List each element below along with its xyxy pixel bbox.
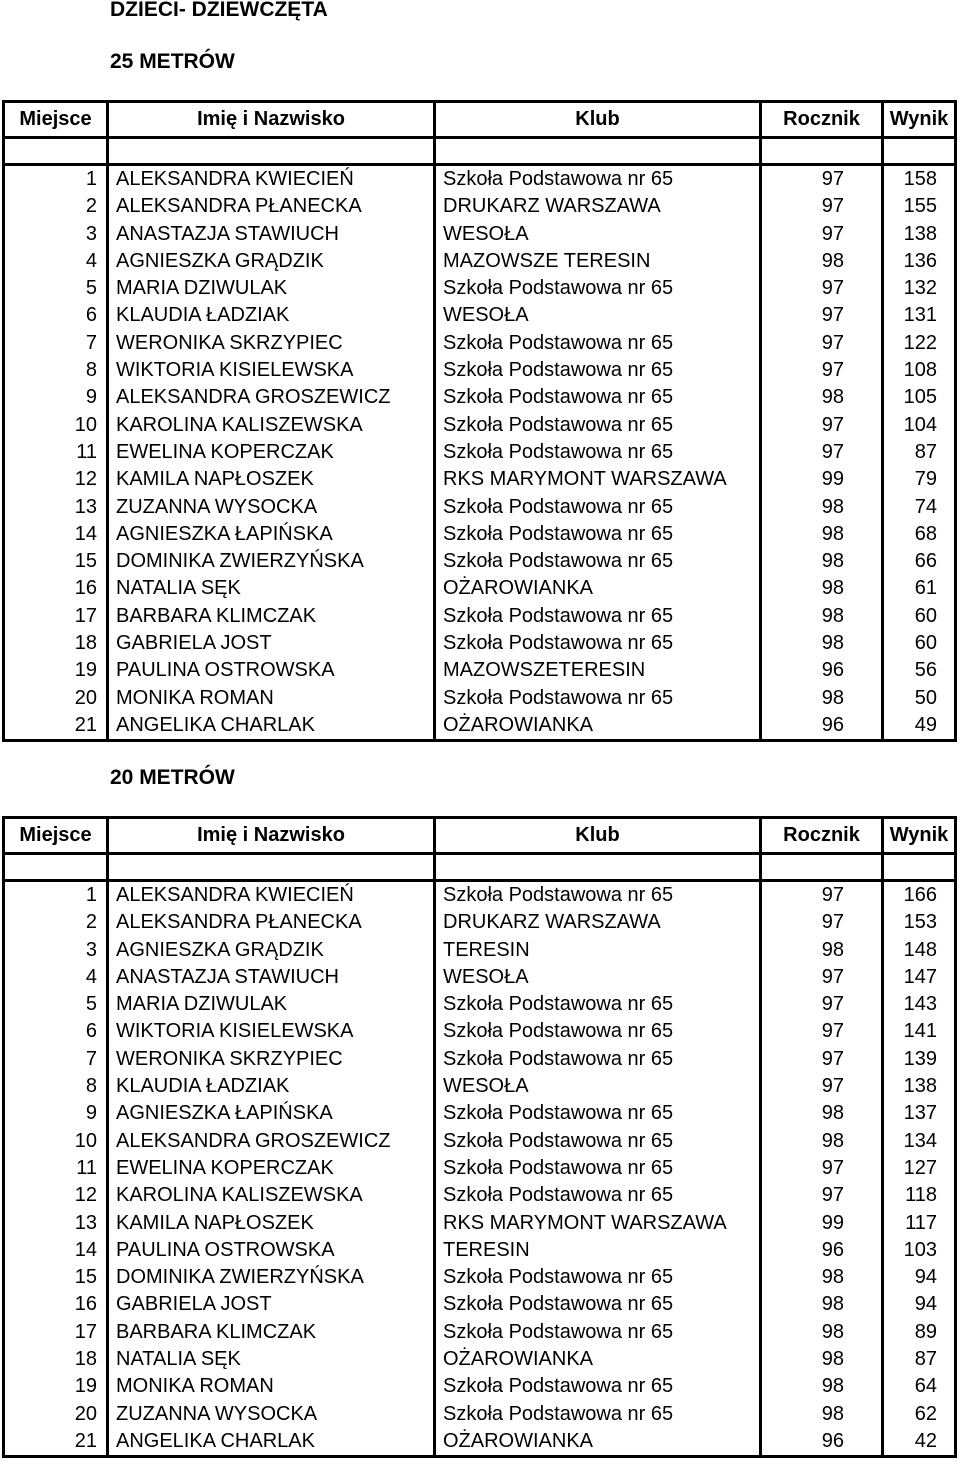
table-row xyxy=(5,248,954,275)
header-imie: Imię i Nazwisko xyxy=(197,824,345,846)
rocznik-cell: 98 xyxy=(821,577,844,600)
miejsce-cell: 21 xyxy=(74,713,97,736)
klub-cell: DRUKARZ WARSZAWA xyxy=(443,911,661,934)
table-row xyxy=(5,1237,954,1264)
klub-cell: Szkoła Podstawowa nr 65 xyxy=(443,386,674,409)
wynik-cell: 131 xyxy=(903,304,937,327)
table-row xyxy=(5,991,954,1018)
miejsce-cell: 15 xyxy=(74,1266,97,1289)
rocznik-cell: 97 xyxy=(821,413,844,436)
imie-cell: ANGELIKA CHARLAK xyxy=(116,713,315,736)
wynik-cell: 79 xyxy=(914,468,937,491)
imie-cell: ANASTAZJA STAWIUCH xyxy=(116,965,339,988)
imie-cell: ALEKSANDRA GROSZEWICZ xyxy=(116,386,391,409)
rocznik-cell: 97 xyxy=(821,911,844,934)
klub-cell: Szkoła Podstawowa nr 65 xyxy=(443,884,674,906)
header-miejsce: Miejsce xyxy=(19,108,92,130)
klub-cell: Szkoła Podstawowa nr 65 xyxy=(443,686,674,709)
rocznik-cell: 98 xyxy=(821,495,844,518)
table-row xyxy=(5,937,954,964)
table-spacer xyxy=(5,855,954,882)
klub-cell: Szkoła Podstawowa nr 65 xyxy=(443,632,674,655)
table-spacer xyxy=(5,139,954,166)
imie-cell: MONIKA ROMAN xyxy=(116,686,274,709)
miejsce-cell: 13 xyxy=(74,495,97,518)
miejsce-cell: 19 xyxy=(74,1375,97,1398)
imie-cell: AGNIESZKA ŁAPIŃSKA xyxy=(116,522,333,545)
wynik-cell: 49 xyxy=(914,713,937,736)
klub-cell: MAZOWSZETERESIN xyxy=(443,659,646,682)
table-row xyxy=(5,1210,954,1237)
miejsce-cell: 20 xyxy=(74,686,97,709)
table-row xyxy=(5,521,954,548)
miejsce-cell: 9 xyxy=(85,1102,97,1125)
klub-cell: RKS MARYMONT WARSZAWA xyxy=(443,1211,727,1234)
rocznik-cell: 98 xyxy=(821,1402,844,1425)
miejsce-cell: 18 xyxy=(74,632,97,655)
table-row xyxy=(5,575,954,602)
imie-cell: MARIA DZIWULAK xyxy=(116,993,288,1016)
miejsce-cell: 11 xyxy=(76,440,97,463)
klub-cell: Szkoła Podstawowa nr 65 xyxy=(443,522,674,545)
miejsce-cell: 5 xyxy=(85,993,97,1016)
wynik-cell: 132 xyxy=(903,277,937,300)
klub-cell: Szkoła Podstawowa nr 65 xyxy=(443,495,674,518)
imie-cell: AGNIESZKA GRĄDZIK xyxy=(116,938,324,961)
wynik-cell: 94 xyxy=(914,1266,937,1289)
klub-cell: WESOŁA xyxy=(443,1075,529,1098)
klub-cell: Szkoła Podstawowa nr 65 xyxy=(443,1293,674,1316)
klub-cell: Szkoła Podstawowa nr 65 xyxy=(443,413,674,436)
miejsce-cell: 18 xyxy=(74,1348,97,1371)
header-miejsce: Miejsce xyxy=(19,824,92,846)
klub-cell: Szkoła Podstawowa nr 65 xyxy=(443,993,674,1016)
rocznik-cell: 97 xyxy=(821,1156,844,1179)
miejsce-cell: 12 xyxy=(74,468,97,491)
table-header xyxy=(5,819,954,855)
miejsce-cell: 4 xyxy=(85,965,97,988)
imie-cell: GABRIELA JOST xyxy=(116,632,272,655)
wynik-cell: 155 xyxy=(903,195,937,218)
wynik-cell: 134 xyxy=(903,1129,937,1152)
table-row xyxy=(5,1155,954,1182)
miejsce-cell: 1 xyxy=(85,884,97,906)
klub-cell: OŻAROWIANKA xyxy=(443,713,594,736)
miejsce-cell: 3 xyxy=(85,938,97,961)
rocznik-cell: 97 xyxy=(821,304,844,327)
table-row xyxy=(5,166,954,193)
table-row xyxy=(5,964,954,991)
wynik-cell: 56 xyxy=(914,659,937,682)
imie-cell: BARBARA KLIMCZAK xyxy=(116,1320,317,1343)
wynik-cell: 127 xyxy=(903,1156,937,1179)
imie-cell: EWELINA KOPERCZAK xyxy=(116,1156,334,1179)
miejsce-cell: 19 xyxy=(74,659,97,682)
miejsce-cell: 17 xyxy=(74,604,97,627)
table-row xyxy=(5,1428,954,1455)
table-row xyxy=(5,302,954,329)
table-row xyxy=(5,1018,954,1045)
imie-cell: ALEKSANDRA GROSZEWICZ xyxy=(116,1129,391,1152)
imie-cell: GABRIELA JOST xyxy=(116,1293,272,1316)
table-row xyxy=(5,357,954,384)
rocznik-cell: 98 xyxy=(821,1348,844,1371)
wynik-cell: 60 xyxy=(914,632,937,655)
document-title: DZIECI- DZIEWCZĘTA xyxy=(110,0,328,21)
header-imie: Imię i Nazwisko xyxy=(197,108,345,130)
miejsce-cell: 14 xyxy=(74,522,97,545)
wynik-cell: 104 xyxy=(903,413,937,436)
rocznik-cell: 97 xyxy=(821,440,844,463)
klub-cell: Szkoła Podstawowa nr 65 xyxy=(443,1375,674,1398)
miejsce-cell: 6 xyxy=(85,1020,97,1043)
klub-cell: Szkoła Podstawowa nr 65 xyxy=(443,1156,674,1179)
imie-cell: ANGELIKA CHARLAK xyxy=(116,1429,315,1452)
rocznik-cell: 96 xyxy=(821,1429,844,1452)
table-row xyxy=(5,275,954,302)
klub-cell: MAZOWSZE TERESIN xyxy=(443,249,651,272)
miejsce-cell: 7 xyxy=(85,331,97,354)
imie-cell: WERONIKA SKRZYPIEC xyxy=(116,1047,343,1070)
rocznik-cell: 97 xyxy=(821,222,844,245)
miejsce-cell: 14 xyxy=(74,1238,97,1261)
wynik-cell: 108 xyxy=(903,359,937,382)
klub-cell: Szkoła Podstawowa nr 65 xyxy=(443,440,674,463)
header-wynik: Wynik xyxy=(889,824,949,846)
imie-cell: WERONIKA SKRZYPIEC xyxy=(116,331,343,354)
imie-cell: KAROLINA KALISZEWSKA xyxy=(116,1184,363,1207)
klub-cell: Szkoła Podstawowa nr 65 xyxy=(443,1102,674,1125)
rocznik-cell: 98 xyxy=(821,550,844,573)
klub-cell: Szkoła Podstawowa nr 65 xyxy=(443,550,674,573)
table-row xyxy=(5,193,954,220)
imie-cell: ALEKSANDRA PŁANECKA xyxy=(116,195,362,218)
wynik-cell: 64 xyxy=(914,1375,937,1398)
table-body xyxy=(5,882,954,1455)
rocznik-cell: 96 xyxy=(821,713,844,736)
imie-cell: KLAUDIA ŁADZIAK xyxy=(116,1075,290,1098)
klub-cell: Szkoła Podstawowa nr 65 xyxy=(443,1047,674,1070)
miejsce-cell: 8 xyxy=(85,359,97,382)
rocznik-cell: 97 xyxy=(821,195,844,218)
klub-cell: Szkoła Podstawowa nr 65 xyxy=(443,168,674,190)
wynik-cell: 147 xyxy=(903,965,937,988)
wynik-cell: 60 xyxy=(914,604,937,627)
wynik-cell: 122 xyxy=(903,331,937,354)
klub-cell: Szkoła Podstawowa nr 65 xyxy=(443,1402,674,1425)
miejsce-cell: 17 xyxy=(74,1320,97,1343)
rocznik-cell: 99 xyxy=(821,1211,844,1234)
wynik-cell: 136 xyxy=(903,249,937,272)
table-row xyxy=(5,466,954,493)
imie-cell: MONIKA ROMAN xyxy=(116,1375,274,1398)
miejsce-cell: 16 xyxy=(74,1293,97,1316)
klub-cell: TERESIN xyxy=(443,1238,530,1261)
rocznik-cell: 97 xyxy=(821,1020,844,1043)
wynik-cell: 166 xyxy=(903,884,937,906)
wynik-cell: 66 xyxy=(914,550,937,573)
klub-cell: Szkoła Podstawowa nr 65 xyxy=(443,277,674,300)
imie-cell: WIKTORIA KISIELEWSKA xyxy=(116,359,354,382)
imie-cell: KAMILA NAPŁOSZEK xyxy=(116,1211,314,1234)
table-row xyxy=(5,1182,954,1209)
table-row xyxy=(5,548,954,575)
table-row xyxy=(5,1264,954,1291)
miejsce-cell: 10 xyxy=(74,1129,97,1152)
imie-cell: KAMILA NAPŁOSZEK xyxy=(116,468,314,491)
miejsce-cell: 2 xyxy=(85,911,97,934)
table-body xyxy=(5,166,954,739)
table-row xyxy=(5,882,954,909)
imie-cell: ALEKSANDRA KWIECIEŃ xyxy=(116,168,354,190)
wynik-cell: 148 xyxy=(903,938,937,961)
rocznik-cell: 98 xyxy=(821,686,844,709)
klub-cell: DRUKARZ WARSZAWA xyxy=(443,195,661,218)
rocznik-cell: 99 xyxy=(821,468,844,491)
wynik-cell: 105 xyxy=(903,386,937,409)
table-row xyxy=(5,330,954,357)
miejsce-cell: 8 xyxy=(85,1075,97,1098)
rocznik-cell: 98 xyxy=(821,1102,844,1125)
rocznik-cell: 98 xyxy=(821,386,844,409)
miejsce-cell: 7 xyxy=(85,1047,97,1070)
wynik-cell: 62 xyxy=(914,1402,937,1425)
wynik-cell: 138 xyxy=(903,222,937,245)
klub-cell: WESOŁA xyxy=(443,965,529,988)
table-row xyxy=(5,1319,954,1346)
miejsce-cell: 3 xyxy=(85,222,97,245)
miejsce-cell: 1 xyxy=(85,168,97,190)
wynik-cell: 94 xyxy=(914,1293,937,1316)
miejsce-cell: 11 xyxy=(76,1156,97,1179)
miejsce-cell: 16 xyxy=(74,577,97,600)
rocznik-cell: 97 xyxy=(821,993,844,1016)
table-row xyxy=(5,221,954,248)
imie-cell: WIKTORIA KISIELEWSKA xyxy=(116,1020,354,1043)
imie-cell: BARBARA KLIMCZAK xyxy=(116,604,317,627)
wynik-cell: 42 xyxy=(914,1429,937,1452)
wynik-cell: 138 xyxy=(903,1075,937,1098)
imie-cell: ALEKSANDRA PŁANECKA xyxy=(116,911,362,934)
header-rocznik: Rocznik xyxy=(783,824,860,846)
klub-cell: Szkoła Podstawowa nr 65 xyxy=(443,331,674,354)
table-row xyxy=(5,657,954,684)
wynik-cell: 143 xyxy=(903,993,937,1016)
table-row xyxy=(5,685,954,712)
klub-cell: Szkoła Podstawowa nr 65 xyxy=(443,1129,674,1152)
results-table xyxy=(2,816,957,1458)
klub-cell: RKS MARYMONT WARSZAWA xyxy=(443,468,727,491)
rocznik-cell: 97 xyxy=(821,1184,844,1207)
header-wynik: Wynik xyxy=(889,108,949,130)
klub-cell: OŻAROWIANKA xyxy=(443,577,594,600)
imie-cell: PAULINA OSTROWSKA xyxy=(116,1238,335,1261)
rocznik-cell: 98 xyxy=(821,1266,844,1289)
wynik-cell: 137 xyxy=(903,1102,937,1125)
imie-cell: AGNIESZKA GRĄDZIK xyxy=(116,249,324,272)
wynik-cell: 87 xyxy=(914,1348,937,1371)
table-row xyxy=(5,603,954,630)
miejsce-cell: 13 xyxy=(74,1211,97,1234)
imie-cell: NATALIA SĘK xyxy=(116,577,241,600)
rocznik-cell: 97 xyxy=(821,884,844,906)
wynik-cell: 68 xyxy=(914,522,937,545)
wynik-cell: 141 xyxy=(903,1020,937,1043)
table-header xyxy=(5,103,954,139)
rocznik-cell: 98 xyxy=(821,632,844,655)
table-row xyxy=(5,1291,954,1318)
wynik-cell: 139 xyxy=(903,1047,937,1070)
table-row xyxy=(5,1100,954,1127)
miejsce-cell: 20 xyxy=(74,1402,97,1425)
imie-cell: KLAUDIA ŁADZIAK xyxy=(116,304,290,327)
wynik-cell: 74 xyxy=(914,495,937,518)
imie-cell: DOMINIKA ZWIERZYŃSKA xyxy=(116,550,364,573)
wynik-cell: 118 xyxy=(905,1184,937,1207)
imie-cell: ZUZANNA WYSOCKA xyxy=(116,1402,318,1425)
klub-cell: Szkoła Podstawowa nr 65 xyxy=(443,1184,674,1207)
miejsce-cell: 9 xyxy=(85,386,97,409)
table-row xyxy=(5,630,954,657)
rocznik-cell: 96 xyxy=(821,1238,844,1261)
table-row xyxy=(5,384,954,411)
miejsce-cell: 15 xyxy=(74,550,97,573)
table-row xyxy=(5,1373,954,1400)
table-row xyxy=(5,1128,954,1155)
imie-cell: ZUZANNA WYSOCKA xyxy=(116,495,318,518)
imie-cell: DOMINIKA ZWIERZYŃSKA xyxy=(116,1266,364,1289)
miejsce-cell: 21 xyxy=(74,1429,97,1452)
klub-cell: Szkoła Podstawowa nr 65 xyxy=(443,359,674,382)
rocznik-cell: 98 xyxy=(821,1129,844,1152)
klub-cell: OŻAROWIANKA xyxy=(443,1348,594,1371)
miejsce-cell: 10 xyxy=(74,413,97,436)
results-table xyxy=(2,100,957,742)
rocznik-cell: 97 xyxy=(821,1047,844,1070)
table-row xyxy=(5,1401,954,1428)
imie-cell: ANASTAZJA STAWIUCH xyxy=(116,222,339,245)
rocznik-cell: 98 xyxy=(821,604,844,627)
rocznik-cell: 98 xyxy=(821,1293,844,1316)
table-row xyxy=(5,439,954,466)
miejsce-cell: 6 xyxy=(85,304,97,327)
table-row xyxy=(5,1046,954,1073)
imie-cell: PAULINA OSTROWSKA xyxy=(116,659,335,682)
wynik-cell: 61 xyxy=(914,577,937,600)
miejsce-cell: 5 xyxy=(85,277,97,300)
miejsce-cell: 12 xyxy=(74,1184,97,1207)
rocznik-cell: 96 xyxy=(821,659,844,682)
wynik-cell: 153 xyxy=(903,911,937,934)
imie-cell: AGNIESZKA ŁAPIŃSKA xyxy=(116,1102,333,1125)
klub-cell: Szkoła Podstawowa nr 65 xyxy=(443,1320,674,1343)
rocznik-cell: 97 xyxy=(821,277,844,300)
wynik-cell: 117 xyxy=(905,1211,937,1234)
header-klub: Klub xyxy=(575,824,620,846)
rocznik-cell: 97 xyxy=(821,359,844,382)
rocznik-cell: 98 xyxy=(821,938,844,961)
klub-cell: Szkoła Podstawowa nr 65 xyxy=(443,1266,674,1289)
table-row xyxy=(5,494,954,521)
rocznik-cell: 97 xyxy=(821,331,844,354)
rocznik-cell: 98 xyxy=(821,1375,844,1398)
header-rocznik: Rocznik xyxy=(783,108,860,130)
wynik-cell: 158 xyxy=(903,168,937,190)
klub-cell: Szkoła Podstawowa nr 65 xyxy=(443,1020,674,1043)
rocznik-cell: 97 xyxy=(821,965,844,988)
wynik-cell: 89 xyxy=(914,1320,937,1343)
header-klub: Klub xyxy=(575,108,620,130)
klub-cell: WESOŁA xyxy=(443,222,529,245)
rocznik-cell: 98 xyxy=(821,1320,844,1343)
table-row xyxy=(5,1346,954,1373)
table-row xyxy=(5,412,954,439)
rocznik-cell: 98 xyxy=(821,249,844,272)
wynik-cell: 87 xyxy=(914,440,937,463)
imie-cell: KAROLINA KALISZEWSKA xyxy=(116,413,363,436)
table-row xyxy=(5,712,954,739)
klub-cell: WESOŁA xyxy=(443,304,529,327)
section-title: 25 METRÓW xyxy=(110,50,235,73)
imie-cell: MARIA DZIWULAK xyxy=(116,277,288,300)
rocznik-cell: 98 xyxy=(821,522,844,545)
section-title: 20 METRÓW xyxy=(110,766,235,789)
miejsce-cell: 4 xyxy=(85,249,97,272)
wynik-cell: 103 xyxy=(903,1238,937,1261)
klub-cell: OŻAROWIANKA xyxy=(443,1429,594,1452)
imie-cell: ALEKSANDRA KWIECIEŃ xyxy=(116,884,354,906)
imie-cell: NATALIA SĘK xyxy=(116,1348,241,1371)
imie-cell: EWELINA KOPERCZAK xyxy=(116,440,334,463)
wynik-cell: 50 xyxy=(914,686,937,709)
table-row xyxy=(5,909,954,936)
klub-cell: Szkoła Podstawowa nr 65 xyxy=(443,604,674,627)
miejsce-cell: 2 xyxy=(85,195,97,218)
table-row xyxy=(5,1073,954,1100)
rocznik-cell: 97 xyxy=(821,1075,844,1098)
rocznik-cell: 97 xyxy=(821,168,844,190)
klub-cell: TERESIN xyxy=(443,938,530,961)
